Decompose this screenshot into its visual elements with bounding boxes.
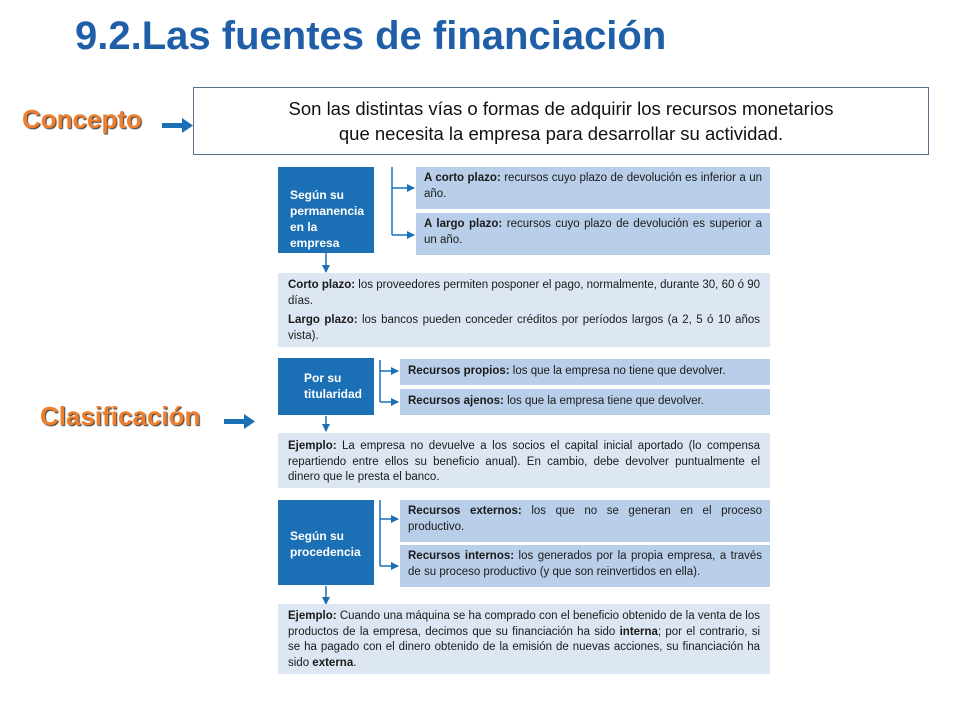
concept-line-1: Son las distintas vías o formas de adquirir los recursos monetarios [288, 98, 834, 119]
example-term: Corto plazo: [288, 279, 356, 291]
item-text: los que la empresa no tiene que devolver. [509, 365, 726, 377]
recursos-ajenos-item [400, 389, 770, 415]
example-text: Cuando una máquina se ha comprado con el beneficio obtenido de la venta de los productos de la empresa, decimos que su financiación ha sido [288, 610, 760, 638]
example-bold: externa [312, 656, 354, 669]
item-text: los generados por la propia empresa, a través de su proceso productivo (y que son reinvertidos en ella). [408, 550, 762, 578]
recursos-internos-item [400, 545, 770, 587]
classification-label: Clasificación [40, 401, 201, 431]
example-text: los bancos pueden conceder créditos por períodos largos (a 2, 5 ó 10 años vista). [288, 314, 760, 342]
item-term: Recursos internos: [408, 550, 515, 562]
largo-plazo-item [416, 213, 770, 255]
example-text: La empresa no devuelve a los socios el capital inicial aportado (lo compensa repartiendo entre ellos su beneficio anual). En cambio, debe devolver puntualmente el dinero que le presta el banco. [288, 440, 760, 483]
titularidad-example [278, 433, 770, 488]
recursos-externos-item [400, 500, 770, 542]
permanencia-header: Según su permanencia en la empresa [278, 167, 374, 253]
example-largo [288, 313, 760, 344]
example-term: Largo plazo: [288, 314, 358, 326]
item-term: A corto plazo: [424, 172, 501, 184]
page-title: 9.2.Las fuentes de financiación [75, 14, 667, 58]
item-term: Recursos ajenos: [408, 395, 504, 407]
item-term: Recursos externos: [408, 505, 522, 517]
example-text: los proveedores permiten posponer el pago, normalmente, durante 30, 60 ó 90 días. [288, 279, 760, 307]
recursos-propios-item [400, 359, 770, 385]
example-text: ; por el contrario, si se ha pagado con el dinero obtenido de la emisión de nuevas acciones, su financiación ha sido [288, 625, 760, 669]
procedencia-header: Según su procedencia [278, 500, 374, 585]
example-corto [288, 278, 760, 309]
item-text: los que no se generan en el proceso productivo. [408, 505, 762, 533]
concept-line-2: que necesita la empresa para desarrollar su actividad. [338, 123, 784, 144]
procedencia-example [278, 604, 770, 674]
example-term: Ejemplo: [288, 610, 337, 622]
permanencia-examples [278, 273, 770, 347]
item-term: Recursos propios: [408, 365, 510, 377]
item-text: recursos cuyo plazo de devolución es superior a un año. [424, 218, 763, 246]
item-term: A largo plazo: [424, 218, 503, 230]
concept-label: Concepto [22, 104, 142, 134]
corto-plazo-item [416, 167, 770, 209]
item-text: recursos cuyo plazo de devolución es inferior a un año. [424, 172, 762, 200]
item-text: los que la empresa tiene que devolver. [503, 395, 704, 407]
titularidad-header: Por su titularidad [278, 358, 374, 415]
example-text: . [353, 656, 357, 669]
example-term: Ejemplo: [288, 440, 337, 452]
example-bold: interna [619, 625, 658, 638]
